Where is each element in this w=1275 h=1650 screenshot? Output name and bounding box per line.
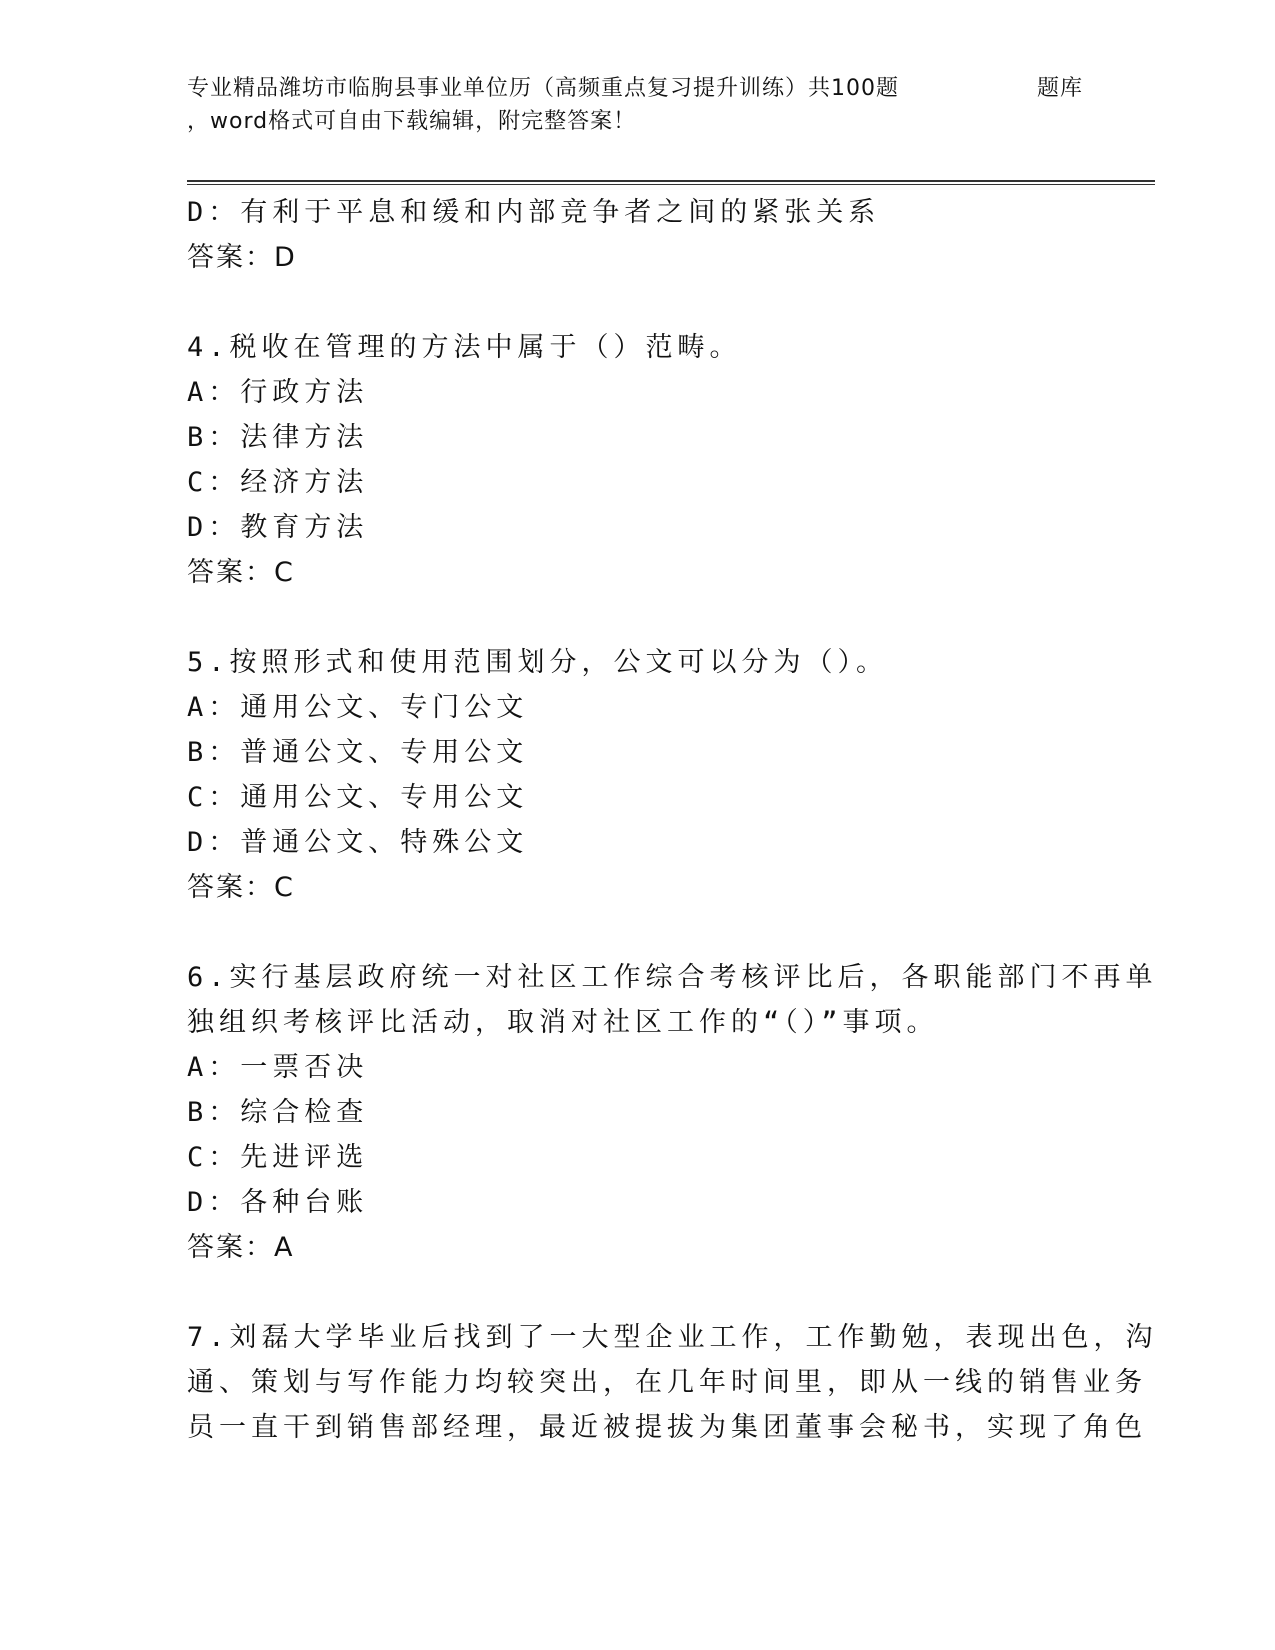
answer-line: 答案：C bbox=[187, 557, 295, 588]
option-b: B：普通公文、专用公文 bbox=[187, 737, 529, 768]
header-rule-thin bbox=[187, 184, 1155, 185]
question-stem-line: 7.刘磊大学毕业后找到了一大型企业工作，工作勤勉，表现出色，沟 bbox=[187, 1322, 1158, 1353]
option-b: B：综合检查 bbox=[187, 1097, 369, 1128]
question-content bbox=[187, 190, 1158, 1450]
question-stem-line: 通、策划与写作能力均较突出，在几年时间里，即从一线的销售业务 bbox=[187, 1367, 1147, 1398]
option-c: C：通用公文、专用公文 bbox=[187, 782, 529, 813]
option-c: C：经济方法 bbox=[187, 467, 369, 498]
question-stem: 4.税收在管理的方法中属于（）范畴。 bbox=[187, 332, 742, 363]
document-header bbox=[187, 72, 1087, 138]
document-title: 专业精品潍坊市临朐县事业单位历（高频重点复习提升训练）共100题 bbox=[187, 76, 899, 101]
option-a: A：一票否决 bbox=[187, 1052, 369, 1083]
document-tag: 题库 bbox=[1037, 76, 1084, 101]
answer-line: 答案：C bbox=[187, 872, 295, 903]
option-a: A：行政方法 bbox=[187, 377, 369, 408]
answer-line: 答案：D bbox=[187, 242, 297, 273]
question-stem: 5.按照形式和使用范围划分，公文可以分为（）。 bbox=[187, 647, 889, 678]
question-stem-line: 6.实行基层政府统一对社区工作综合考核评比后，各职能部门不再单 bbox=[187, 962, 1158, 993]
option-d: D：教育方法 bbox=[187, 512, 369, 543]
option-a: A：通用公文、专门公文 bbox=[187, 692, 529, 723]
document-subtitle: ，word格式可自由下载编辑，附完整答案！ bbox=[187, 109, 637, 134]
question-stem-line: 独组织考核评比活动，取消对社区工作的“（）”事项。 bbox=[187, 1007, 939, 1038]
header-rule bbox=[187, 180, 1155, 182]
option-d: D：普通公文、特殊公文 bbox=[187, 827, 529, 858]
answer-line: 答案：A bbox=[187, 1232, 295, 1263]
question-stem-line: 员一直干到销售部经理，最近被提拔为集团董事会秘书，实现了角色 bbox=[187, 1412, 1147, 1443]
option-b: B：法律方法 bbox=[187, 422, 369, 453]
option-d: D：有利于平息和缓和内部竞争者之间的紧张关系 bbox=[187, 197, 881, 228]
option-d: D：各种台账 bbox=[187, 1187, 369, 1218]
option-c: C：先进评选 bbox=[187, 1142, 369, 1173]
